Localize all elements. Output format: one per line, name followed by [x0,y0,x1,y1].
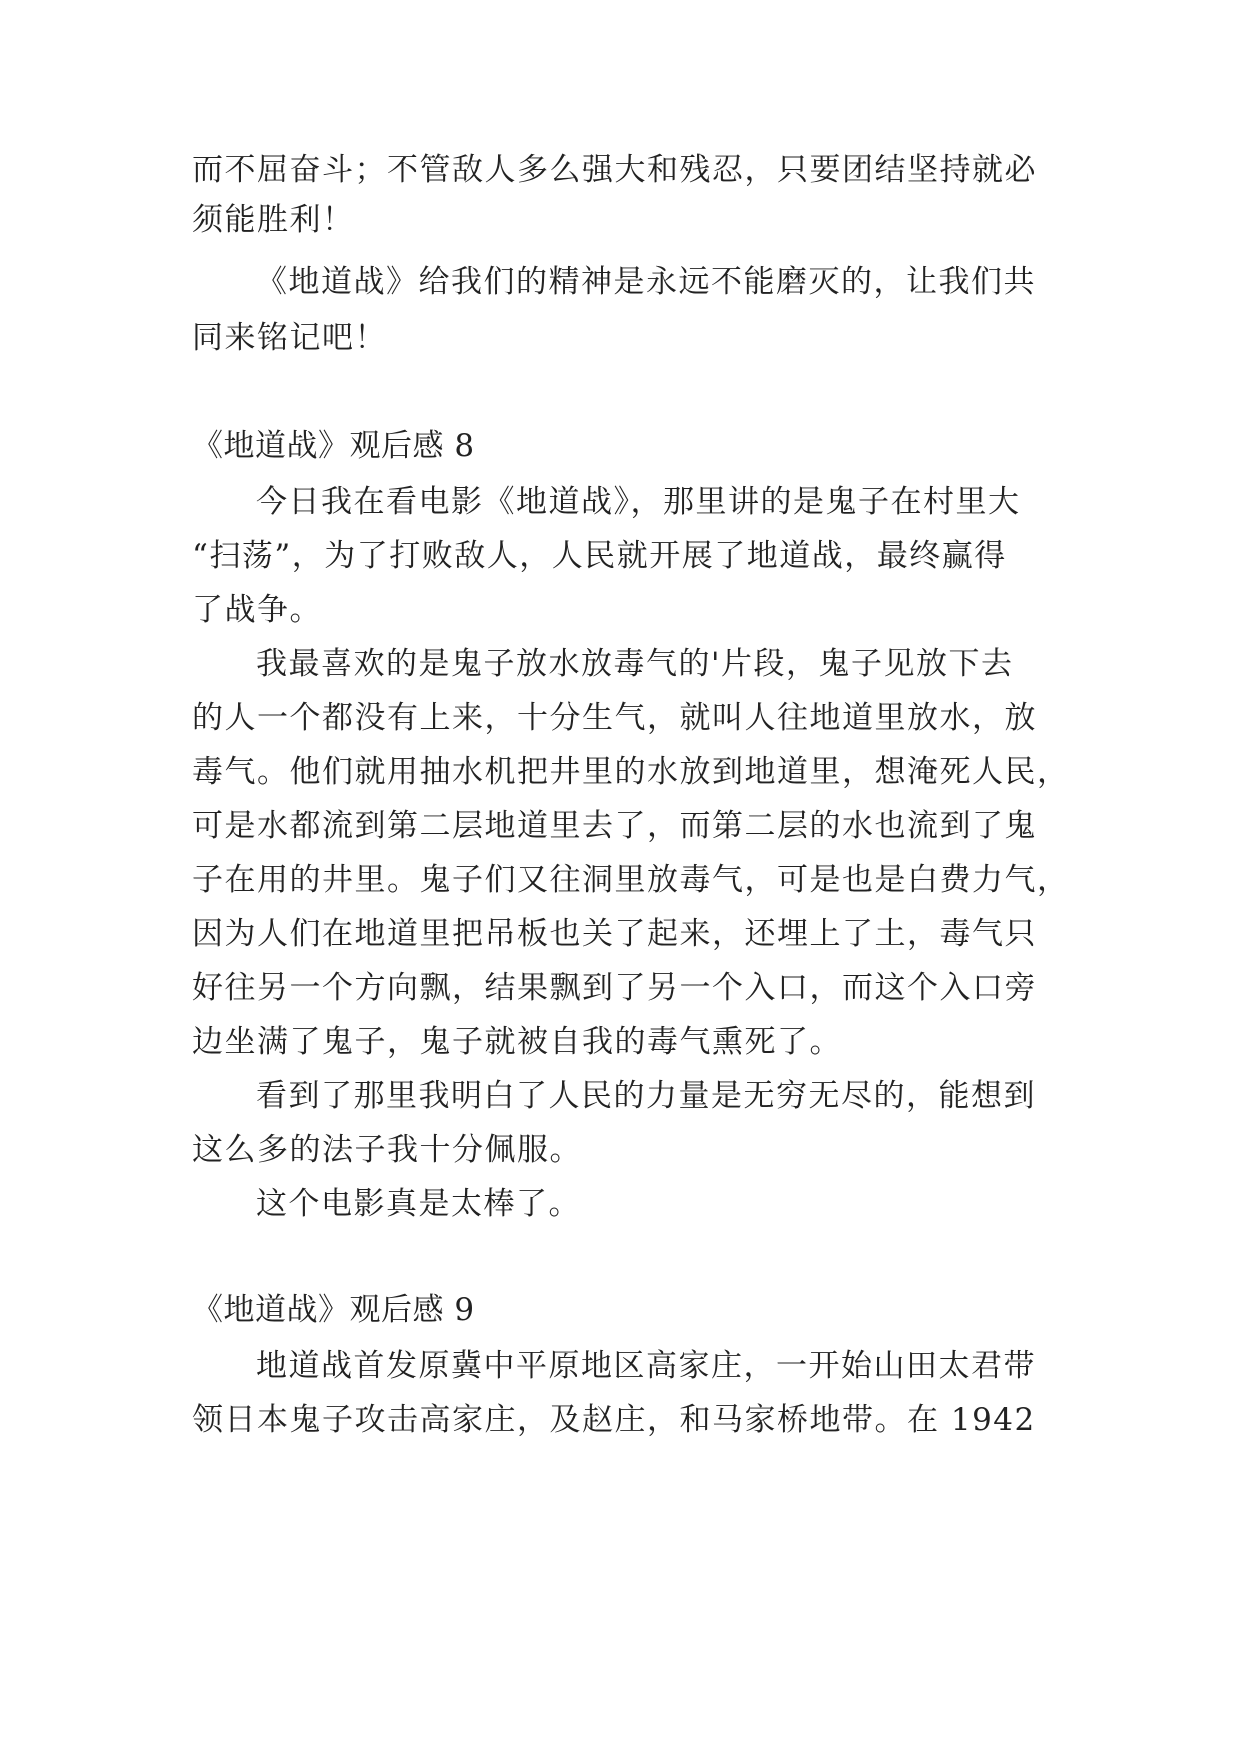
paragraph-line: 因为人们在地道里把吊板也关了起来，还埋上了土，毒气只 [192,916,1037,952]
paragraph-line: 《地道战》给我们的精神是永远不能磨灭的，让我们共 [256,264,1036,300]
paragraph-line: 看到了那里我明白了人民的力量是无穷无尽的，能想到 [256,1078,1036,1114]
paragraph-line: 好往另一个方向飘，结果飘到了另一个入口，而这个入口旁 [192,970,1037,1006]
paragraph-line: 了战争。 [192,592,322,628]
paragraph-line: 须能胜利！ [192,202,355,238]
paragraph-line: 这么多的法子我十分佩服。 [192,1132,582,1168]
section-heading: 《地道战》观后感 9 [192,1292,475,1328]
paragraph-line: 同来铭记吧！ [192,320,387,356]
paragraph-line: 我最喜欢的是鬼子放水放毒气的'片段，鬼子见放下去 [256,646,1014,682]
paragraph-line: 子在用的井里。鬼子们又往洞里放毒气，可是也是白费力气， [192,862,1070,898]
paragraph-line: 地道战首发原冀中平原地区高家庄，一开始山田太君带 [256,1348,1036,1384]
paragraph-line: 可是水都流到第二层地道里去了，而第二层的水也流到了鬼 [192,808,1037,844]
paragraph-line: 今日我在看电影《地道战》，那里讲的是鬼子在村里大 [256,484,1021,520]
paragraph-line: 毒气。他们就用抽水机把井里的水放到地道里，想淹死人民， [192,754,1070,790]
section-heading: 《地道战》观后感 8 [192,428,475,464]
paragraph-line: 领日本鬼子攻击高家庄，及赵庄，和马家桥地带。在 1942 [192,1402,1036,1438]
paragraph-line: “扫荡”，为了打败敌人，人民就开展了地道战，最终赢得 [192,538,1007,574]
paragraph-line: 这个电影真是太棒了。 [256,1186,581,1222]
paragraph-line: 而不屈奋斗；不管敌人多么强大和残忍，只要团结坚持就必 [192,152,1037,188]
paragraph-line: 边坐满了鬼子，鬼子就被自我的毒气熏死了。 [192,1024,842,1060]
paragraph-line: 的人一个都没有上来，十分生气，就叫人往地道里放水，放 [192,700,1037,736]
